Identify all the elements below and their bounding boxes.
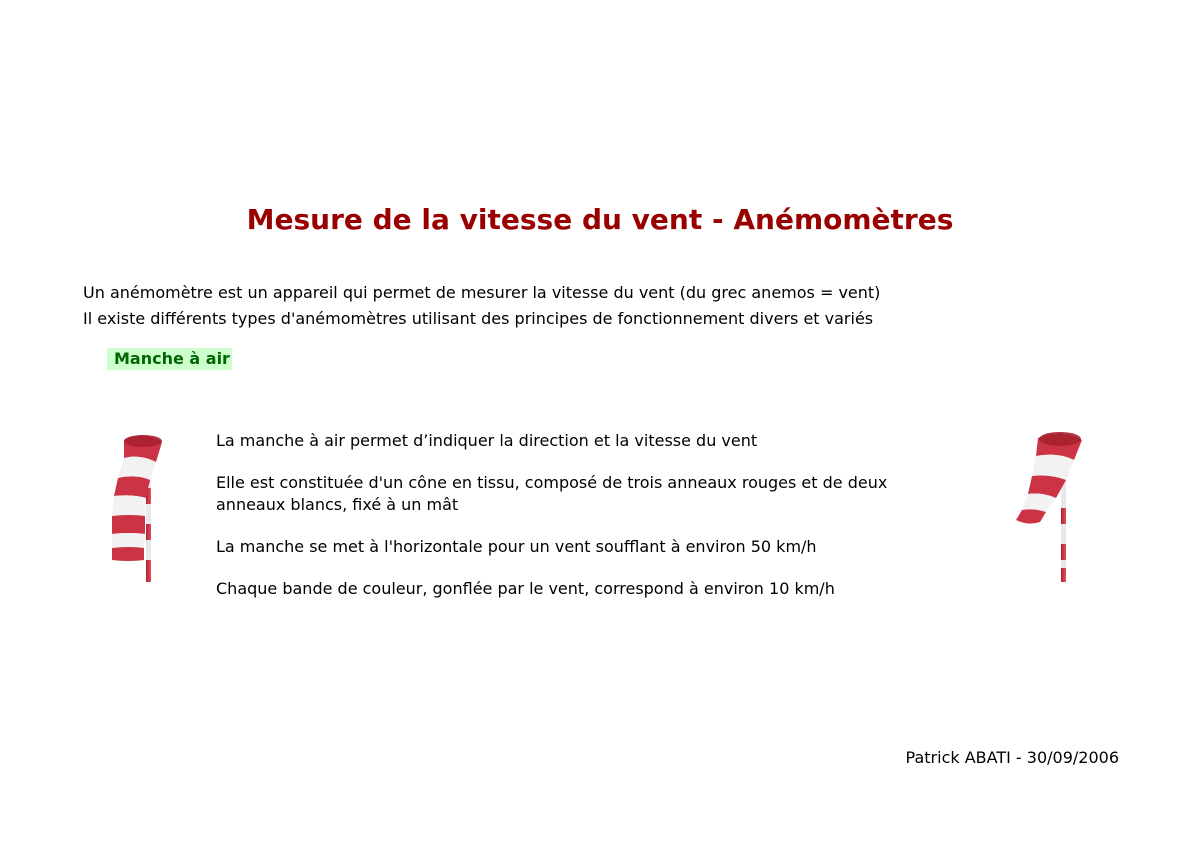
windsock-icon — [1010, 428, 1086, 586]
description-paragraph: La manche à air permet d’indiquer la direction et la vitesse du vent — [216, 431, 758, 450]
description-block — [216, 430, 956, 620]
description-paragraph: Elle est constituée d'un cône en tissu, composé de trois anneaux rouges et de deux anneaux blancs, fixé à un mât — [216, 473, 888, 514]
description-paragraph: Chaque bande de couleur, gonflée par le vent, correspond à environ 10 km/h — [216, 579, 835, 598]
intro-text — [83, 280, 880, 332]
section-heading-manche-a-air: Manche à air — [107, 348, 232, 370]
windsock-icon — [104, 428, 168, 586]
intro-line: Un anémomètre est un appareil qui permet de mesurer la vitesse du vent (du grec anemos = vent) — [83, 283, 881, 302]
author-date-footer: Patrick ABATI - 30/09/2006 — [905, 748, 1119, 767]
description-paragraph: La manche se met à l'horizontale pour un vent soufflant à environ 50 km/h — [216, 537, 817, 556]
intro-line: Il existe différents types d'anémomètres utilisant des principes de fonctionnement divers et variés — [83, 309, 874, 328]
page-title: Mesure de la vitesse du vent - Anémomètres — [246, 203, 954, 236]
